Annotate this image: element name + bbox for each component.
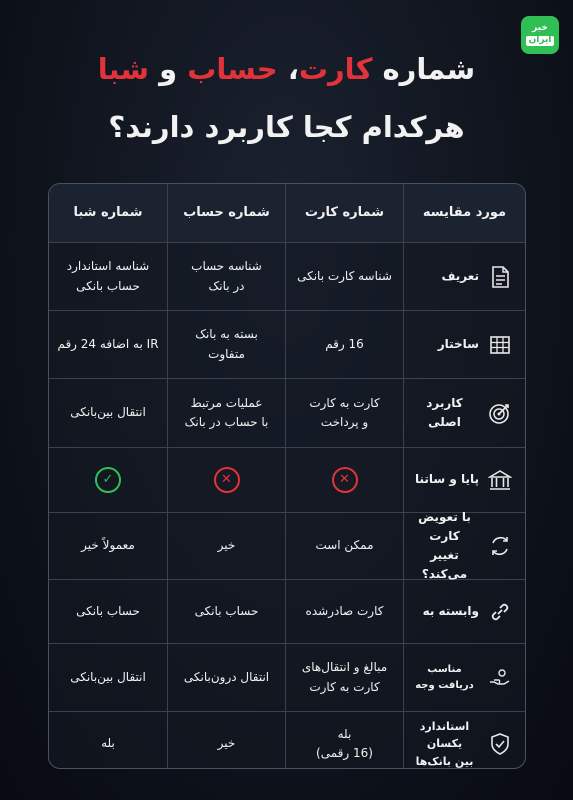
shield-check-icon [487,731,513,757]
account-value: شناسه حساب در بانک [167,243,285,310]
title-word-shomare: شماره [372,52,476,86]
card-value-cell [285,448,403,512]
comparison-table [48,183,526,769]
table-row [49,644,525,712]
row-label-cell [403,448,525,512]
link-icon [487,599,513,625]
grid-icon [487,332,513,358]
sheba-value: IR به اضافه 24 رقم [57,336,159,351]
row-label: با تعویض کارت تغییر می‌کند؟ [418,509,471,582]
sheba-value: معمولاً خیر [81,538,135,553]
cross-icon: ✕ [332,467,358,493]
page-title [0,52,573,144]
sheba-value: انتقال بین‌بانکی [70,405,146,420]
logo-line1: خبر [532,23,548,34]
account-value: حساب بانکی [167,580,285,643]
table-row [49,580,525,644]
sheba-value: شناسه استاندارد حساب بانکی [66,259,150,293]
title-word-account: حساب [187,52,278,86]
row-label-cell [403,580,525,643]
cross-icon: ✕ [214,467,240,493]
row-label: استاندارد یکسان بین بانک‌ها [415,719,474,768]
table-row [49,311,525,379]
sheba-value: حساب بانکی [76,603,140,618]
title-line1 [0,52,573,86]
header-criteria: مورد مقایسه [403,184,525,242]
sheba-value-cell [49,448,167,512]
header-account: شماره حساب [167,184,285,242]
card-value: شناسه کارت بانکی [285,243,403,310]
row-label: پایا و ساتنا [414,472,479,487]
account-value: خیر [167,513,285,579]
header-card: شماره کارت [285,184,403,242]
table-row [49,712,525,769]
sheba-value: بله [101,736,115,751]
site-logo [521,16,559,54]
account-value: بسته به بانک متفاوت [167,311,285,378]
row-label: وابسته به [422,603,479,618]
row-label-cell [403,644,525,711]
account-value-cell [167,448,285,512]
header-sheba: شماره شبا [73,204,143,220]
table-header-row [49,184,525,243]
card-value: بله (16 رقمی) [285,712,403,769]
account-value: خیر [167,712,285,769]
sheba-value: انتقال بین‌بانکی [70,669,146,684]
card-value: کارت صادرشده [285,580,403,643]
row-label: ساختار [437,336,479,351]
table-row [49,243,525,311]
row-label-cell [403,243,525,310]
account-value: انتقال درون‌بانکی [167,644,285,711]
logo-line2: ایران [526,36,555,46]
row-label-cell [403,712,525,769]
title-line2: هرکدام کجا کاربرد دارند؟ [108,110,465,144]
title-word-sheba: شبا [97,52,150,86]
bank-icon [487,467,513,493]
row-label-cell [403,509,525,582]
check-icon: ✓ [95,467,121,493]
row-label-cell [403,311,525,378]
table-row [49,448,525,513]
target-icon [487,400,513,426]
card-value: 16 رقم [285,311,403,378]
title-comma: ، [277,52,299,86]
row-label: مناسب دریافت وجه [415,663,474,691]
document-icon [487,264,513,290]
table-row [49,509,525,582]
card-value: ممکن است [285,513,403,579]
table-row [49,379,525,448]
row-label-cell [403,379,525,447]
row-label: تعریف [441,268,479,283]
hand-money-icon [487,665,513,691]
title-word-card: کارت [298,52,373,86]
refresh-icon [487,533,513,559]
title-word-and: و [149,52,188,86]
card-value: کارت به کارت و پرداخت [285,379,403,447]
account-value: عملیات مرتبط با حساب در بانک [167,379,285,447]
row-label: کاربرد اصلی [426,395,463,429]
card-value: مبالغ و انتقال‌های کارت به کارت [285,644,403,711]
